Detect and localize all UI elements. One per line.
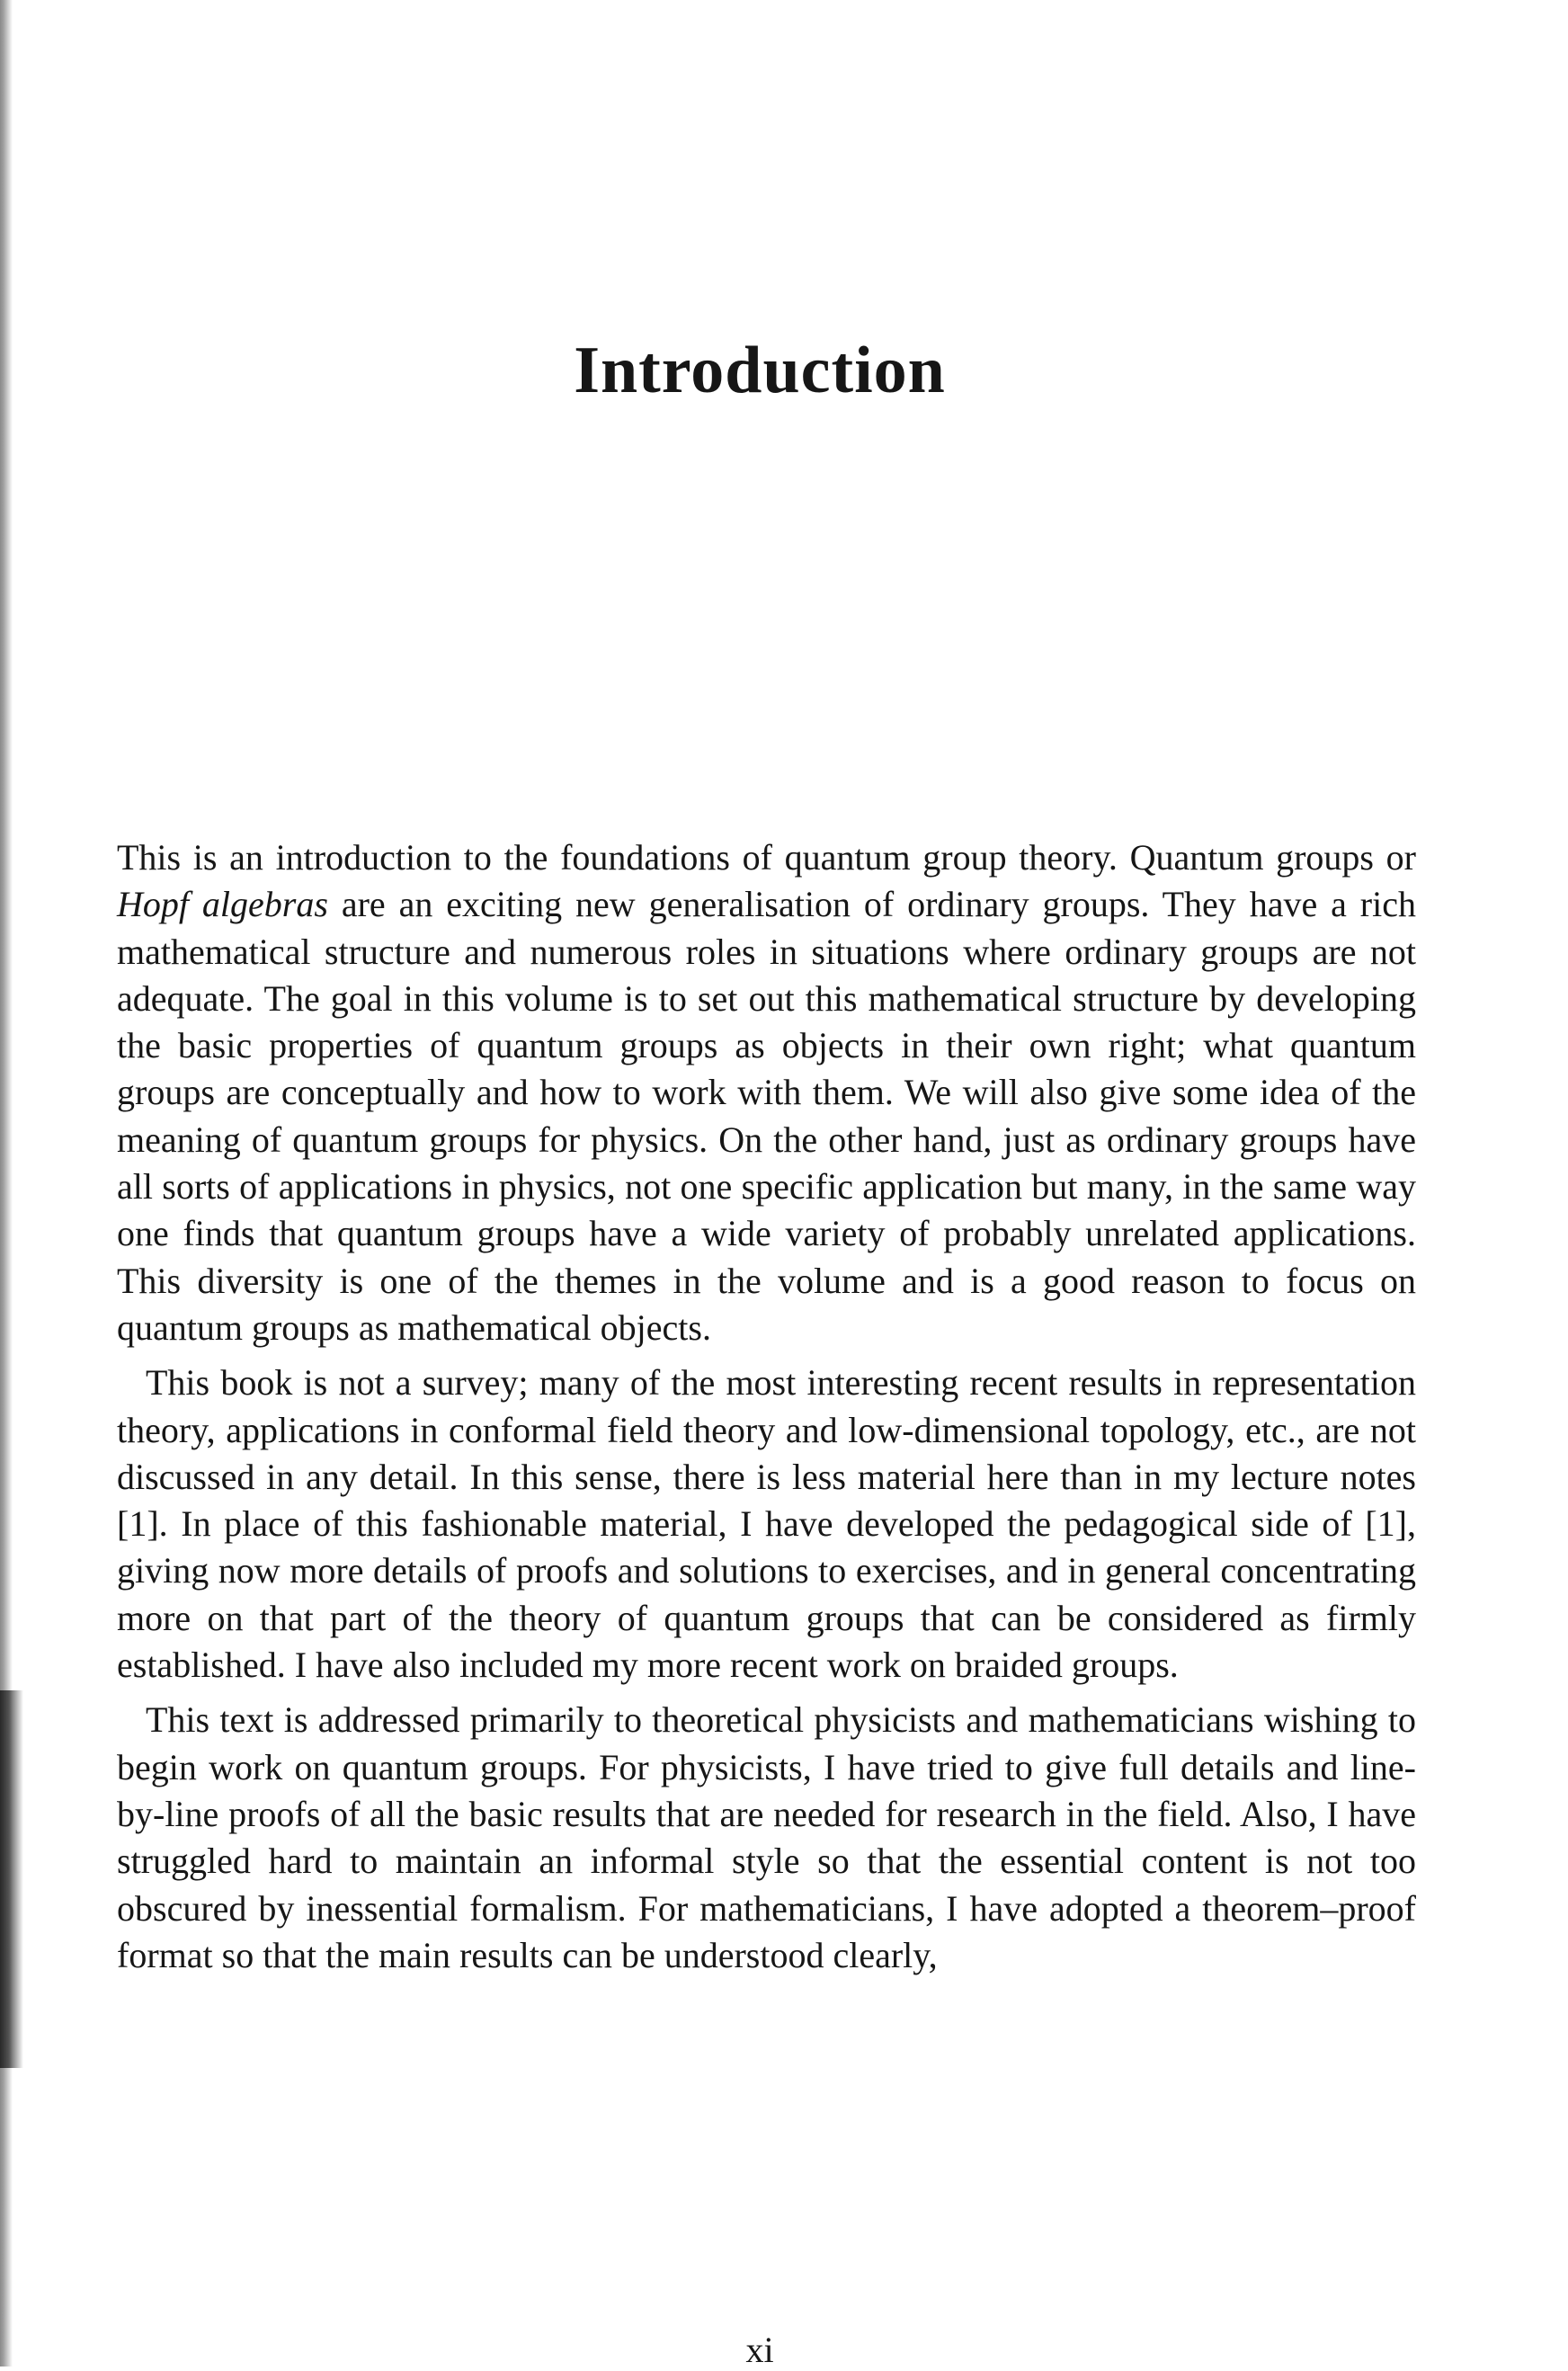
- paragraph-3: This text is addressed primarily to theoretical physicists and mathematicians wishing to begin work on quantum groups. For physicists, I have tried to give full details and line-by-line proofs of all the basic results that are needed for research in the field. Also, I have struggled hard to maintain an informal style so that the essential content is not too obscured by inessential formalism. For mathematicians, I have adopted a theorem–proof format so that the main results can be understood clearly,: [117, 1699, 1416, 1975]
- body-text: [117, 834, 1416, 1987]
- paragraph-2: This book is not a survey; many of the most interesting recent results in representation theory, applications in conformal field theory and low-dimensional topology, etc., are not discussed in any detail. In this sense, there is less material here than in my lecture notes [1]. In place of this fashionable material, I have developed the pedagogical side of [1], giving now more details of proofs and solutions to exercises, and in general concentrating more on that part of the theory of quantum groups that can be considered as firmly established. I have also included my more recent work on braided groups.: [117, 1362, 1416, 1686]
- paragraph-1-part-b: are an exciting new generalisation of ordinary groups. They have a rich mathematical structure and numerous roles in situations where ordinary groups are not adequate. The goal in this volume is to set out this mathematical structure by developing the basic properties of quantum groups as objects in their own right; what quantum groups are conceptually and how to work with them. We will also give some idea of the meaning of quantum groups for physics. On the other hand, just as ordinary groups have all sorts of applications in physics, not one specific application but many, in the same way one finds that quantum groups have a wide variety of probably unrelated applications. This diversity is one of the themes in the volume and is a good reason to focus on quantum groups as mathematical objects.: [117, 884, 1416, 1348]
- paragraph-1-part-a: This is an introduction to the foundations of quantum group theory. Quantum groups or: [117, 837, 1416, 878]
- scan-binding-dark-patch: [0, 1690, 23, 2068]
- paragraph-1-emphasis: Hopf algebras: [117, 884, 328, 925]
- chapter-title: Introduction: [574, 334, 946, 407]
- paragraph-1: [117, 834, 1416, 1351]
- page-number: xi: [745, 2330, 774, 2370]
